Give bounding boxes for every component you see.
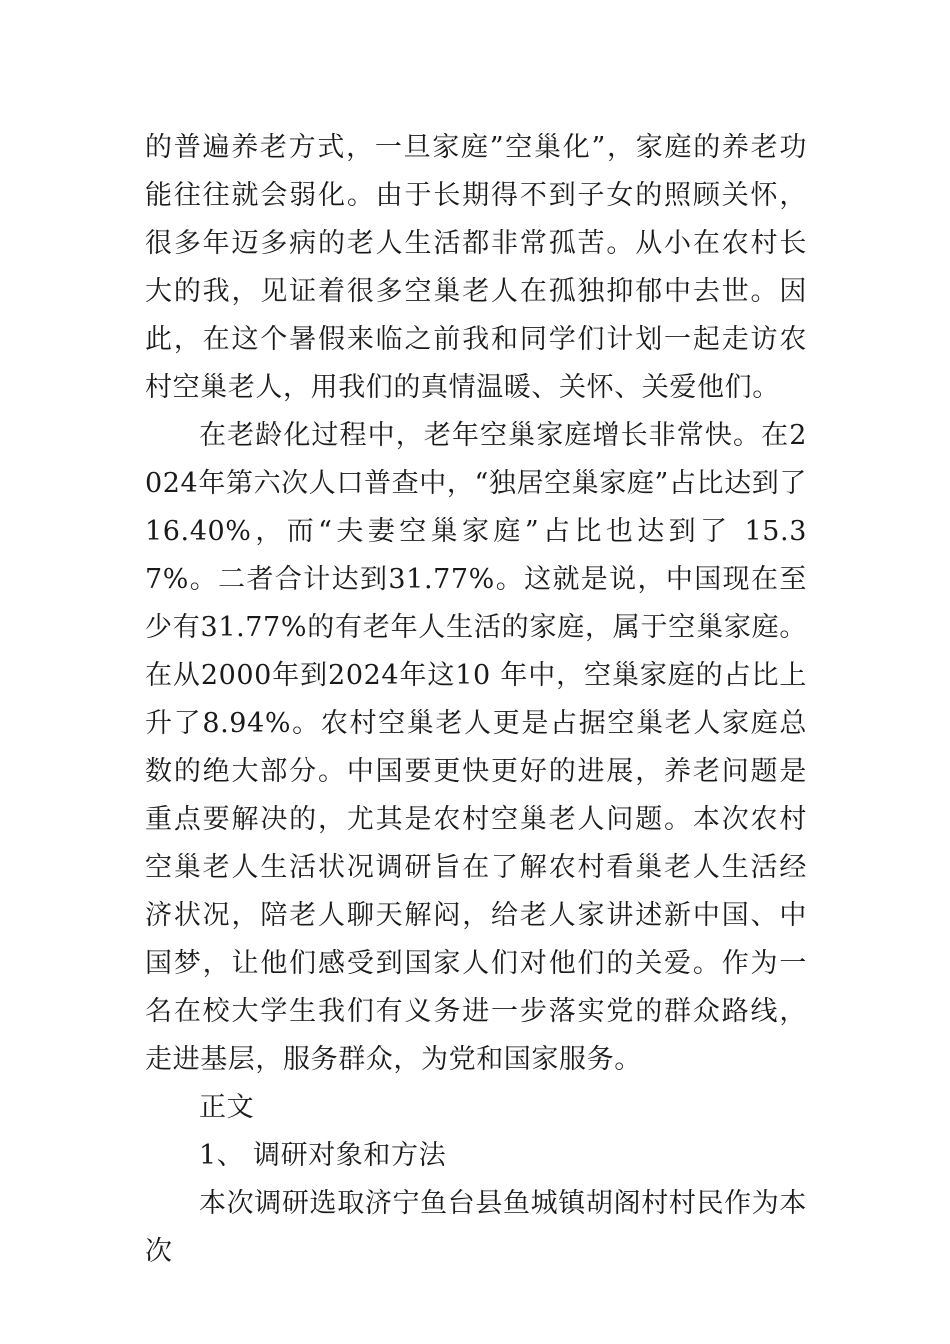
document-page	[145, 124, 807, 1276]
paragraph-continuation: 的普遍养老方式，一旦家庭”空巢化”，家庭的养老功能往往就会弱化。由于长期得不到子女的照顾关怀，很多年迈多病的老人生活都非常孤苦。从小在农村长大的我，见证着很多空巢老人在孤独抑郁中去世。因此，在这个暑假来临之前我和同学们计划一起走访农村空巢老人，用我们的真情温暖、关怀、关爱他们。	[145, 132, 807, 403]
heading-number: 1、	[199, 1140, 245, 1171]
section-title: 正文	[199, 1092, 255, 1123]
heading-research-subjects	[145, 1132, 807, 1180]
paragraph-statistics: 在老龄化过程中，老年空巢家庭增长非常快。在2024年第六次人口普查中，“独居空巢家庭”占比达到了16.40%，而“夫妻空巢家庭”占比也达到了 15.37%。二者合计达到31.77%。这就是说，中国现在至少有31.77%的有老年人生活的家庭，属于空巢家庭。在从2000年到2024年这10 年中，空巢家庭的占比上升了8.94%。农村空巢老人更是占据空巢老人家庭总数的绝大部分。中国要更快更好的进展，养老问题是重点要解决的，尤其是农村空巢老人问题。本次农村空巢老人生活状况调研旨在了解农村看巢老人生活经济状况，陪老人聊天解闷，给老人家讲述新中国、中国梦，让他们感受到国家人们对他们的关爱。作为一名在校大学生我们有义务进一步落实党的群众路线，走进基层，服务群众，为党和国家服务。	[145, 420, 807, 1075]
paragraph-research-intro: 本次调研选取济宁鱼台县鱼城镇胡阁村村民作为本次	[145, 1188, 807, 1267]
heading-text: 调研对象和方法	[253, 1140, 447, 1171]
